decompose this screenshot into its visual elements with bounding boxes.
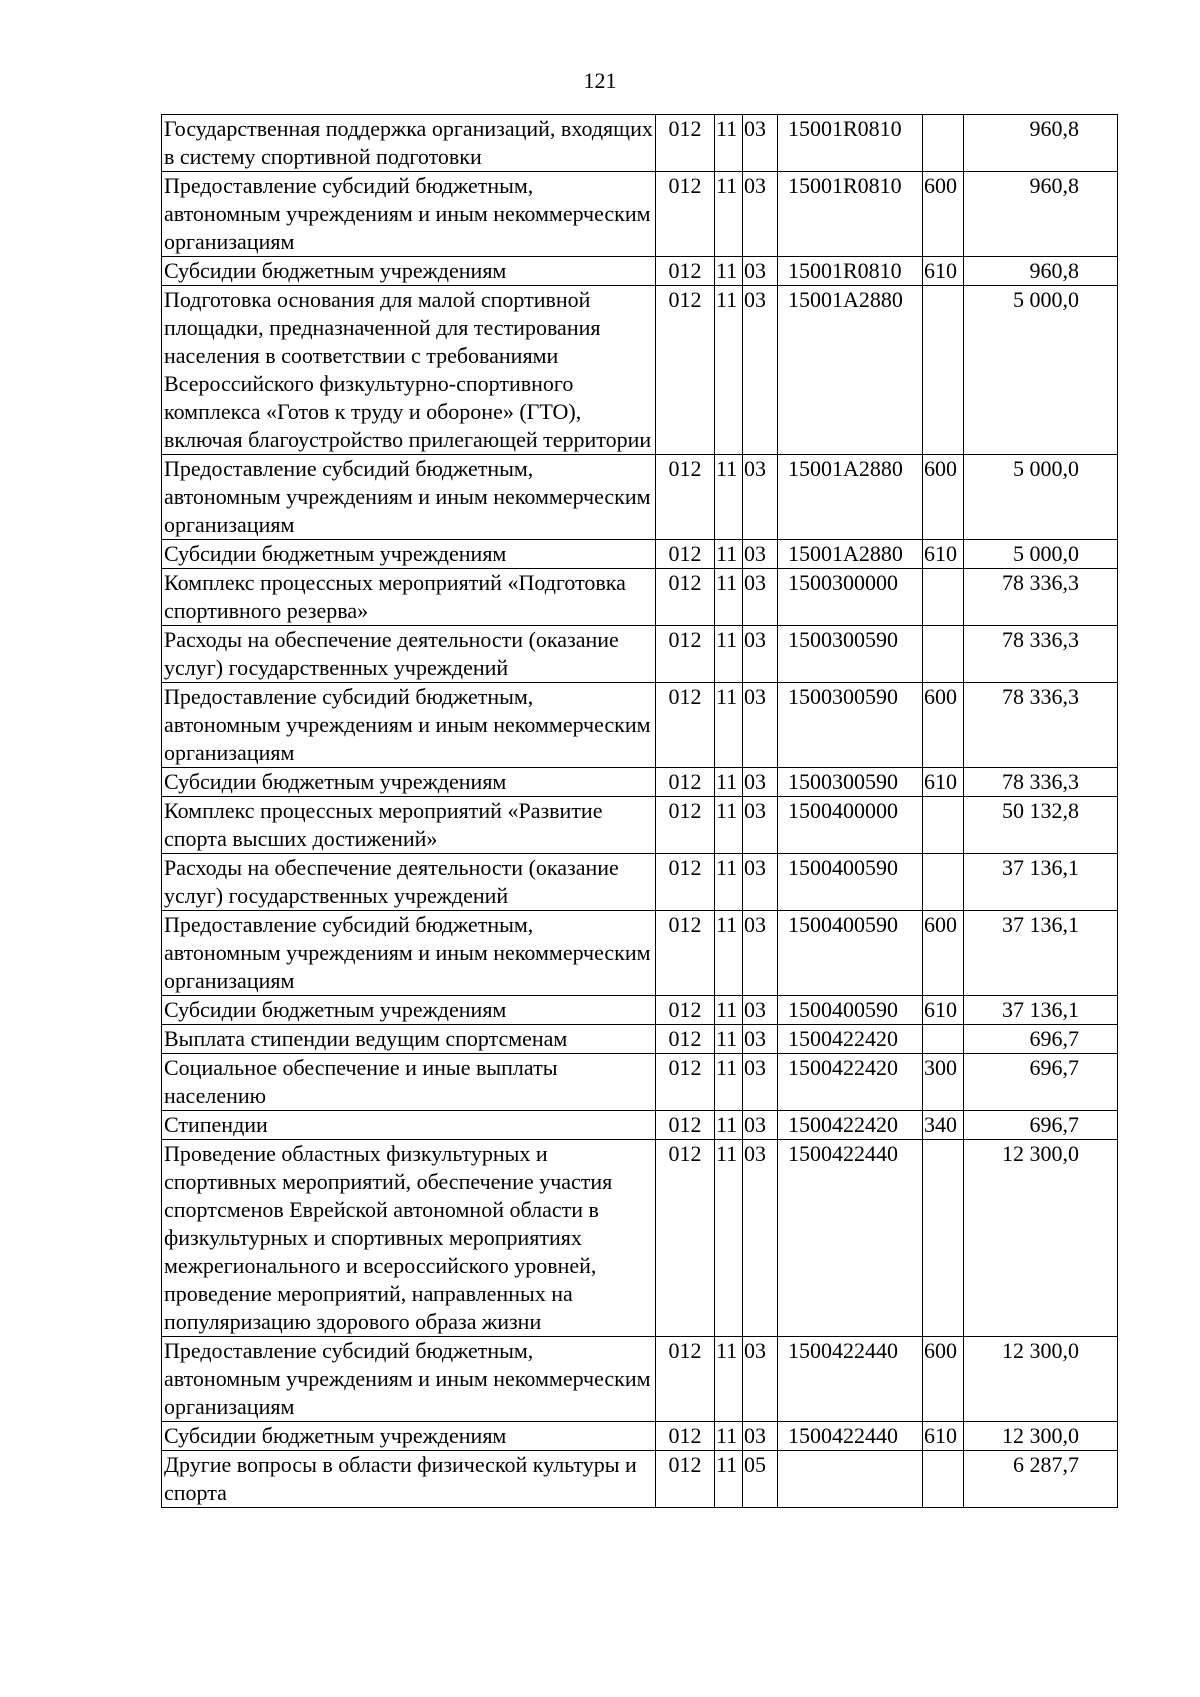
expense-type-cell xyxy=(923,626,964,683)
expense-name-cell: Предоставление субсидий бюджетным, автономным учреждениям и иным некоммерческим организациям xyxy=(162,1337,656,1422)
target-article-cell: 1500422420 xyxy=(778,1111,923,1140)
section-code-cell: 11 xyxy=(715,455,743,540)
section-code-cell: 11 xyxy=(715,768,743,797)
amount-cell: 78 336,3 xyxy=(964,569,1118,626)
section-code-cell: 11 xyxy=(715,996,743,1025)
target-article-cell: 1500300590 xyxy=(778,683,923,768)
section-code-cell: 11 xyxy=(715,911,743,996)
grbs-code-cell: 012 xyxy=(656,768,715,797)
expense-name-cell: Субсидии бюджетным учреждениям xyxy=(162,768,656,797)
section-code-cell: 11 xyxy=(715,115,743,172)
amount-cell: 12 300,0 xyxy=(964,1422,1118,1451)
table-body xyxy=(162,115,1118,1508)
subsection-code-cell: 03 xyxy=(743,455,778,540)
grbs-code-cell: 012 xyxy=(656,569,715,626)
amount-cell: 696,7 xyxy=(964,1025,1118,1054)
subsection-code-cell: 03 xyxy=(743,569,778,626)
amount-cell: 5 000,0 xyxy=(964,286,1118,455)
target-article-cell: 15001R0810 xyxy=(778,257,923,286)
grbs-code-cell: 012 xyxy=(656,540,715,569)
table-row xyxy=(162,1111,1118,1140)
expense-name-cell: Предоставление субсидий бюджетным, автономным учреждениям и иным некоммерческим организациям xyxy=(162,683,656,768)
expense-name-cell: Социальное обеспечение и иные выплаты населению xyxy=(162,1054,656,1111)
expense-name-cell: Расходы на обеспечение деятельности (оказание услуг) государственных учреждений xyxy=(162,626,656,683)
section-code-cell: 11 xyxy=(715,1140,743,1337)
subsection-code-cell: 03 xyxy=(743,797,778,854)
target-article-cell: 1500300590 xyxy=(778,626,923,683)
grbs-code-cell: 012 xyxy=(656,996,715,1025)
amount-cell: 960,8 xyxy=(964,172,1118,257)
expense-type-cell xyxy=(923,797,964,854)
expense-name-cell: Стипендии xyxy=(162,1111,656,1140)
section-code-cell: 11 xyxy=(715,1111,743,1140)
grbs-code-cell: 012 xyxy=(656,172,715,257)
section-code-cell: 11 xyxy=(715,797,743,854)
expense-type-cell: 340 xyxy=(923,1111,964,1140)
subsection-code-cell: 03 xyxy=(743,911,778,996)
section-code-cell: 11 xyxy=(715,683,743,768)
expense-type-cell xyxy=(923,115,964,172)
section-code-cell: 11 xyxy=(715,1025,743,1054)
table-row xyxy=(162,768,1118,797)
expense-type-cell xyxy=(923,286,964,455)
target-article-cell: 1500400590 xyxy=(778,854,923,911)
table-row xyxy=(162,996,1118,1025)
grbs-code-cell: 012 xyxy=(656,854,715,911)
subsection-code-cell: 03 xyxy=(743,1025,778,1054)
expense-name-cell: Комплекс процессных мероприятий «Развитие спорта высших достижений» xyxy=(162,797,656,854)
expense-name-cell: Комплекс процессных мероприятий «Подготовка спортивного резерва» xyxy=(162,569,656,626)
section-code-cell: 11 xyxy=(715,257,743,286)
table-row xyxy=(162,540,1118,569)
grbs-code-cell: 012 xyxy=(656,797,715,854)
subsection-code-cell: 03 xyxy=(743,1422,778,1451)
grbs-code-cell: 012 xyxy=(656,455,715,540)
table-row xyxy=(162,683,1118,768)
grbs-code-cell: 012 xyxy=(656,1451,715,1508)
expense-name-cell: Субсидии бюджетным учреждениям xyxy=(162,1422,656,1451)
table-row xyxy=(162,1025,1118,1054)
amount-cell: 696,7 xyxy=(964,1111,1118,1140)
target-article-cell: 1500422420 xyxy=(778,1025,923,1054)
grbs-code-cell: 012 xyxy=(656,911,715,996)
expense-type-cell: 600 xyxy=(923,683,964,768)
expense-name-cell: Предоставление субсидий бюджетным, автономным учреждениям и иным некоммерческим организациям xyxy=(162,455,656,540)
amount-cell: 37 136,1 xyxy=(964,996,1118,1025)
table-row xyxy=(162,172,1118,257)
subsection-code-cell: 03 xyxy=(743,172,778,257)
section-code-cell: 11 xyxy=(715,540,743,569)
subsection-code-cell: 03 xyxy=(743,1111,778,1140)
amount-cell: 960,8 xyxy=(964,115,1118,172)
amount-cell: 78 336,3 xyxy=(964,768,1118,797)
subsection-code-cell: 03 xyxy=(743,626,778,683)
section-code-cell: 11 xyxy=(715,1337,743,1422)
grbs-code-cell: 012 xyxy=(656,286,715,455)
subsection-code-cell: 03 xyxy=(743,854,778,911)
table-row xyxy=(162,286,1118,455)
table-row xyxy=(162,257,1118,286)
table-row xyxy=(162,797,1118,854)
subsection-code-cell: 05 xyxy=(743,1451,778,1508)
expense-name-cell: Субсидии бюджетным учреждениям xyxy=(162,540,656,569)
grbs-code-cell: 012 xyxy=(656,1140,715,1337)
target-article-cell: 1500422420 xyxy=(778,1054,923,1111)
subsection-code-cell: 03 xyxy=(743,683,778,768)
expense-type-cell xyxy=(923,1025,964,1054)
expense-type-cell: 610 xyxy=(923,1422,964,1451)
table-row xyxy=(162,115,1118,172)
subsection-code-cell: 03 xyxy=(743,286,778,455)
subsection-code-cell: 03 xyxy=(743,540,778,569)
grbs-code-cell: 012 xyxy=(656,683,715,768)
expense-type-cell: 610 xyxy=(923,540,964,569)
target-article-cell: 1500400590 xyxy=(778,996,923,1025)
amount-cell: 696,7 xyxy=(964,1054,1118,1111)
target-article-cell: 1500300000 xyxy=(778,569,923,626)
subsection-code-cell: 03 xyxy=(743,257,778,286)
section-code-cell: 11 xyxy=(715,172,743,257)
expense-name-cell: Предоставление субсидий бюджетным, автономным учреждениям и иным некоммерческим организациям xyxy=(162,911,656,996)
subsection-code-cell: 03 xyxy=(743,1337,778,1422)
section-code-cell: 11 xyxy=(715,626,743,683)
grbs-code-cell: 012 xyxy=(656,1337,715,1422)
expense-name-cell: Расходы на обеспечение деятельности (оказание услуг) государственных учреждений xyxy=(162,854,656,911)
table-row xyxy=(162,626,1118,683)
target-article-cell: 15001R0810 xyxy=(778,115,923,172)
table-row xyxy=(162,1140,1118,1337)
expense-name-cell: Выплата стипендии ведущим спортсменам xyxy=(162,1025,656,1054)
amount-cell: 6 287,7 xyxy=(964,1451,1118,1508)
amount-cell: 50 132,8 xyxy=(964,797,1118,854)
section-code-cell: 11 xyxy=(715,854,743,911)
target-article-cell: 1500422440 xyxy=(778,1337,923,1422)
expense-name-cell: Проведение областных физкультурных и спортивных мероприятий, обеспечение участия спортсменов Еврейской автономной области в физкультурных и спортивных мероприятиях межрегионального и всероссийского уровней, проведение мероприятий, направленных на популяризацию здорового образа жизни xyxy=(162,1140,656,1337)
subsection-code-cell: 03 xyxy=(743,1140,778,1337)
grbs-code-cell: 012 xyxy=(656,1111,715,1140)
expense-name-cell: Государственная поддержка организаций, входящих в систему спортивной подготовки xyxy=(162,115,656,172)
expense-type-cell: 600 xyxy=(923,1337,964,1422)
target-article-cell: 1500422440 xyxy=(778,1422,923,1451)
expense-type-cell xyxy=(923,1140,964,1337)
grbs-code-cell: 012 xyxy=(656,1054,715,1111)
amount-cell: 5 000,0 xyxy=(964,455,1118,540)
target-article-cell: 15001A2880 xyxy=(778,455,923,540)
expense-type-cell: 610 xyxy=(923,768,964,797)
target-article-cell: 15001A2880 xyxy=(778,286,923,455)
target-article-cell: 1500400000 xyxy=(778,797,923,854)
target-article-cell: 15001A2880 xyxy=(778,540,923,569)
table-row xyxy=(162,1451,1118,1508)
subsection-code-cell: 03 xyxy=(743,768,778,797)
expense-type-cell: 600 xyxy=(923,911,964,996)
expense-type-cell: 600 xyxy=(923,172,964,257)
subsection-code-cell: 03 xyxy=(743,1054,778,1111)
grbs-code-cell: 012 xyxy=(656,115,715,172)
target-article-cell: 1500300590 xyxy=(778,768,923,797)
page-number: 121 xyxy=(583,68,617,93)
subsection-code-cell: 03 xyxy=(743,115,778,172)
subsection-code-cell: 03 xyxy=(743,996,778,1025)
table-row xyxy=(162,455,1118,540)
target-article-cell: 1500400590 xyxy=(778,911,923,996)
amount-cell: 78 336,3 xyxy=(964,626,1118,683)
section-code-cell: 11 xyxy=(715,1422,743,1451)
section-code-cell: 11 xyxy=(715,1451,743,1508)
budget-table xyxy=(161,114,1118,1508)
target-article-cell: 1500422440 xyxy=(778,1140,923,1337)
expense-type-cell: 610 xyxy=(923,996,964,1025)
amount-cell: 12 300,0 xyxy=(964,1337,1118,1422)
amount-cell: 78 336,3 xyxy=(964,683,1118,768)
expense-name-cell: Другие вопросы в области физической культуры и спорта xyxy=(162,1451,656,1508)
amount-cell: 960,8 xyxy=(964,257,1118,286)
amount-cell: 37 136,1 xyxy=(964,854,1118,911)
expense-name-cell: Субсидии бюджетным учреждениям xyxy=(162,257,656,286)
section-code-cell: 11 xyxy=(715,569,743,626)
table-row xyxy=(162,911,1118,996)
expense-name-cell: Подготовка основания для малой спортивной площадки, предназначенной для тестирования населения в соответствии с требованиями Всероссийского физкультурно-спортивного комплекса «Готов к труду и обороне» (ГТО), включая благоустройство прилегающей территории xyxy=(162,286,656,455)
section-code-cell: 11 xyxy=(715,286,743,455)
table-row xyxy=(162,569,1118,626)
expense-type-cell xyxy=(923,1451,964,1508)
grbs-code-cell: 012 xyxy=(656,257,715,286)
expense-type-cell: 610 xyxy=(923,257,964,286)
table-row xyxy=(162,1422,1118,1451)
grbs-code-cell: 012 xyxy=(656,1025,715,1054)
table-row xyxy=(162,854,1118,911)
section-code-cell: 11 xyxy=(715,1054,743,1111)
grbs-code-cell: 012 xyxy=(656,626,715,683)
expense-name-cell: Субсидии бюджетным учреждениям xyxy=(162,996,656,1025)
grbs-code-cell: 012 xyxy=(656,1422,715,1451)
table-row xyxy=(162,1337,1118,1422)
expense-type-cell xyxy=(923,569,964,626)
expense-type-cell: 300 xyxy=(923,1054,964,1111)
amount-cell: 5 000,0 xyxy=(964,540,1118,569)
expense-type-cell: 600 xyxy=(923,455,964,540)
target-article-cell: 15001R0810 xyxy=(778,172,923,257)
amount-cell: 12 300,0 xyxy=(964,1140,1118,1337)
target-article-cell xyxy=(778,1451,923,1508)
expense-name-cell: Предоставление субсидий бюджетным, автономным учреждениям и иным некоммерческим организациям xyxy=(162,172,656,257)
expense-type-cell xyxy=(923,854,964,911)
table-row xyxy=(162,1054,1118,1111)
amount-cell: 37 136,1 xyxy=(964,911,1118,996)
